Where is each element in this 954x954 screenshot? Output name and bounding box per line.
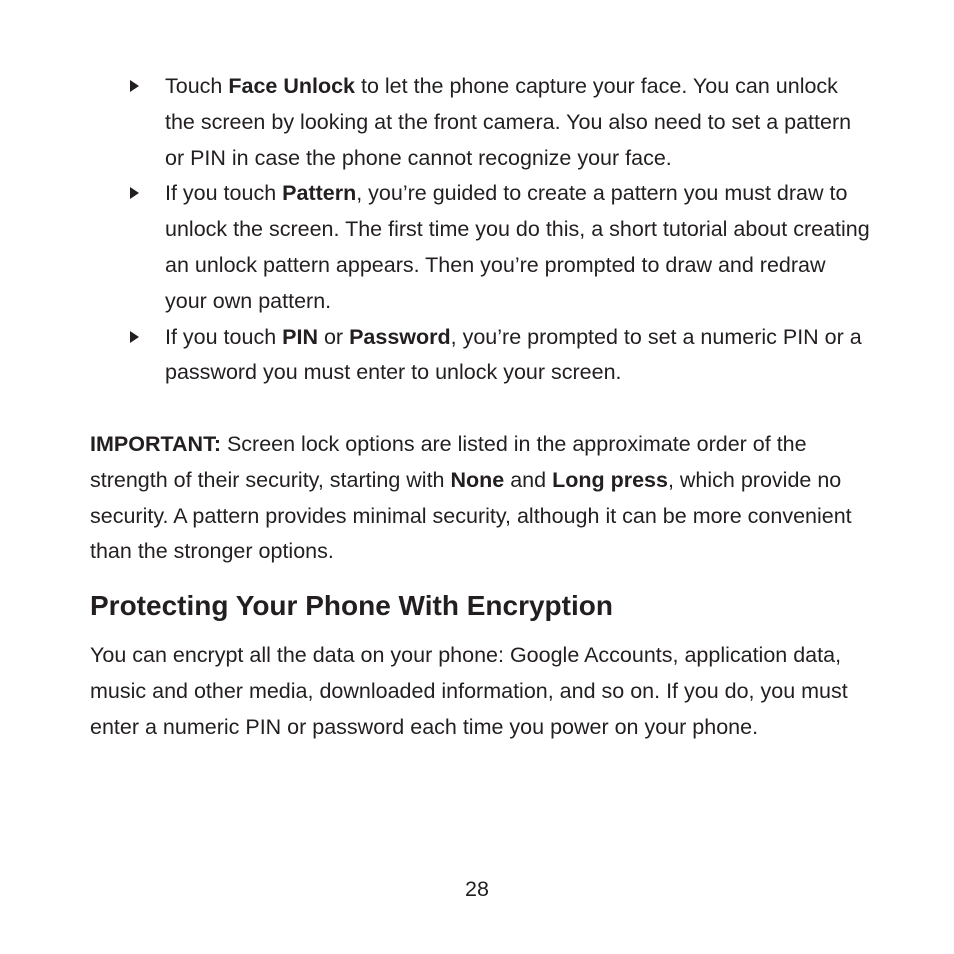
section-heading: Protecting Your Phone With Encryption: [90, 590, 613, 621]
bullet-item-face-unlock: [90, 69, 870, 176]
triangle-bullet-icon: [130, 331, 139, 343]
section-body: You can encrypt all the data on your phone: Google Accounts, application data, music and other media, downloaded information, and so on. If you do, you must enter a numeric PIN or password each time you power on your phone.: [90, 643, 848, 739]
bold-term: Face Unlock: [228, 74, 356, 98]
bold-term: None: [450, 467, 505, 492]
bullet-list: [90, 69, 870, 391]
bold-term: Pattern: [282, 181, 357, 206]
important-note: IMPORTANT: Screen lock options are listed in the approximate order of the strength of their security, starting with None and Long press, which provide no security. A pattern provides minimal security, although it can be more convenient than the stronger options.: [90, 432, 852, 564]
important-label: IMPORTANT:: [90, 432, 221, 456]
page-number: 28: [465, 877, 489, 901]
bold-term: PIN: [282, 324, 318, 349]
bullet-text: Touch Face Unlock to let the phone capture your face. You can unlock the screen by looking at the front camera. You also need to set a pattern or PIN in case the phone cannot recognize your face.: [165, 74, 852, 170]
bullet-text: If you touch Pattern, you’re guided to create a pattern you must draw to unlock the screen. The first time you do this, a short tutorial about creating an unlock pattern appears. Then you’re prompted to draw and redraw your own pattern.: [165, 181, 870, 313]
bullet-text: If you touch PIN or Password, you’re prompted to set a numeric PIN or a password you must enter to unlock your screen.: [165, 324, 862, 385]
bold-term: Long press: [552, 467, 668, 492]
triangle-bullet-icon: [130, 80, 139, 92]
bold-term: Password: [349, 324, 451, 349]
bullet-item-pattern: [90, 176, 870, 319]
bullet-item-pin-password: [90, 320, 870, 392]
triangle-bullet-icon: [130, 187, 139, 199]
